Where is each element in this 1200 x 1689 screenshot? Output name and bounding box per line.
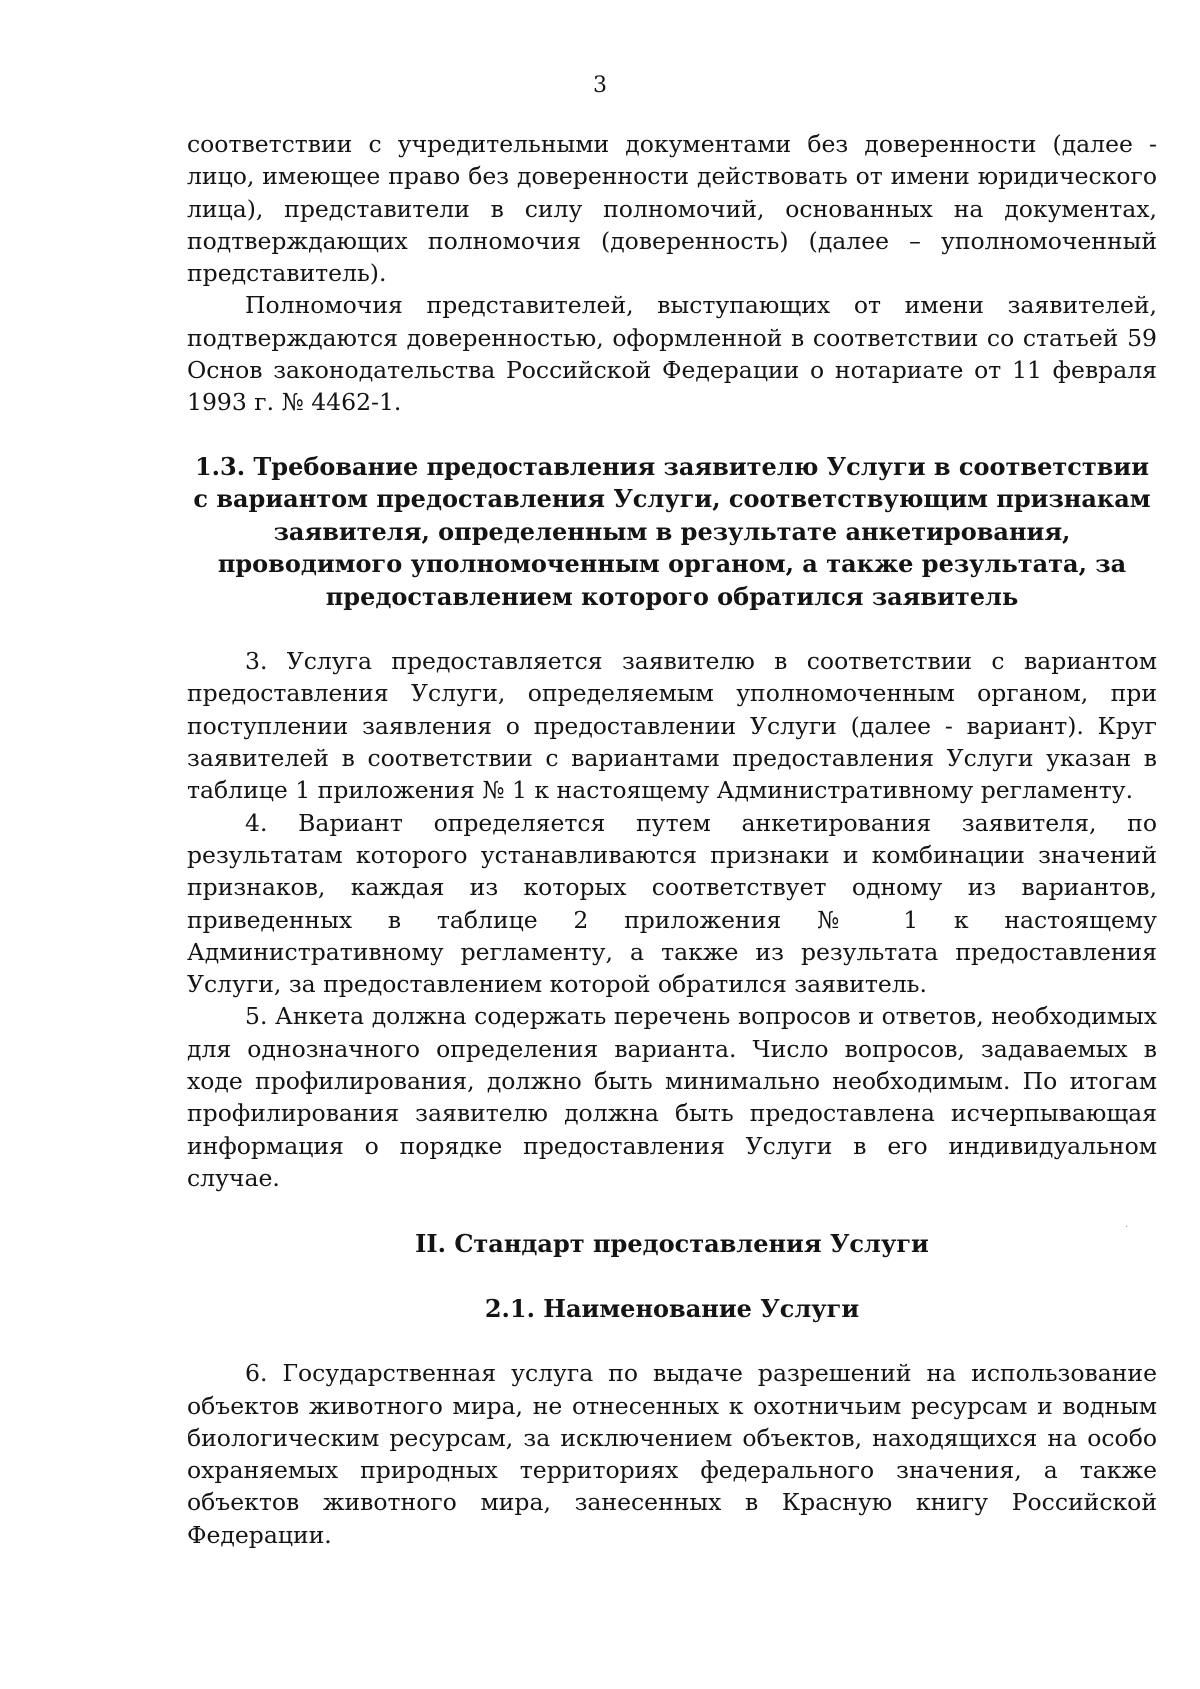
paragraph-6: 6. Государственная услуга по выдаче разрешений на использование объектов животного мира, не отнесенных к охотничьим ресурсам и водным биологическим ресурсам, за исключением объектов, находящихся на особо охраняемых природных территориях федерального значения, а также объектов животного мира, занесенных в Красную книгу Российской Федерации. — [187, 1359, 1157, 1549]
paragraph-representative-powers: Полномочия представителей, выступающих от имени заявителей, подтверждаются доверенностью, оформленной в соответствии со статьей 59 Основ законодательства Российской Федерации о нотариате от 11 февраля 1993 г. № 4462-1. — [187, 291, 1157, 417]
section-heading-2-1: 2.1. Наименование Услуги — [484, 1293, 860, 1323]
paragraph-5: 5. Анкета должна содержать перечень вопросов и ответов, необходимых для однозначного определения варианта. Число вопросов, задаваемых в ходе профилирования, должно быть минимально необходимым. По итогам профилирования заявителю должна быть предоставлена исчерпывающая информация о порядке предоставления Услуги в его индивидуальном случае. — [187, 1002, 1157, 1192]
paragraph-3: 3. Услуга предоставляется заявителю в соответствии с вариантом предоставления Услуги, определяемым уполномоченным органом, при поступлении заявления о предоставлении Услуги (далее - вариант). Круг заявителей в соответствии с вариантами предоставления Услуги указан в таблице 1 приложения № 1 к настоящему Административному регламенту. — [187, 647, 1157, 805]
scan-speck: · — [1125, 1222, 1129, 1233]
paragraph-continuation: соответствии с учредительными документами без доверенности (далее - лицо, имеющее право без доверенности действовать от имени юридического лица), представители в силу полномочий, основанных на документах, подтверждающих полномочия (доверенность) (далее – уполномоченный представитель). — [187, 130, 1157, 288]
chapter-heading-2: II. Стандарт предоставления Услуги — [415, 1229, 929, 1259]
paragraph-4: 4. Вариант определяется путем анкетирования заявителя, по результатам которого устанавливаются признаки и комбинации значений признаков, каждая из которых соответствует одному из вариантов, приведенных в таблице 2 приложения № 1 к настоящему Административному регламенту, а также из результата предоставления Услуги, за предоставлением которой обратился заявитель. — [187, 808, 1157, 999]
document-body — [187, 128, 1157, 1551]
page-number: 3 — [593, 73, 607, 98]
section-heading-1-3: 1.3. Требование предоставления заявителю Услуги в соответствии с вариантом предоставления Услуги, соответствующим признакам заявителя, определенным в результате анкетирования, проводимого уполномоченным органом, а также результата, за предоставлением которого обратился заявитель — [193, 451, 1151, 611]
